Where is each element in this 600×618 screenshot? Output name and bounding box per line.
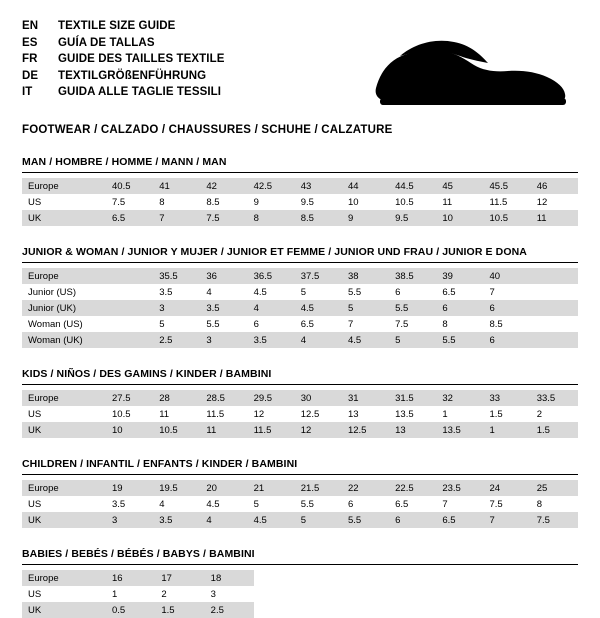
- size-cell: 7: [436, 496, 483, 512]
- size-cell: 21: [248, 480, 295, 496]
- size-cell: 5: [153, 316, 200, 332]
- size-cell: 5: [389, 332, 436, 348]
- size-cell: 40: [484, 268, 531, 284]
- size-cell: 10: [106, 422, 153, 438]
- row-label: Europe: [22, 480, 106, 496]
- size-cell: 5: [295, 284, 342, 300]
- table-row: [22, 480, 578, 496]
- size-cell: 7.5: [484, 496, 531, 512]
- language-title: GUIDE DES TAILLES TEXTILE: [58, 53, 225, 65]
- size-cell: 5.5: [295, 496, 342, 512]
- table-row: [22, 390, 578, 406]
- size-cell: 7.5: [389, 316, 436, 332]
- size-cell: 28.5: [200, 390, 247, 406]
- size-cell: 17: [155, 570, 204, 586]
- row-label: Junior (US): [22, 284, 106, 300]
- language-row: [22, 68, 225, 85]
- size-cell: 3: [153, 300, 200, 316]
- size-cell: 4: [248, 300, 295, 316]
- row-label: Europe: [22, 268, 106, 284]
- size-cell: 7: [484, 284, 531, 300]
- size-cell: 7.5: [531, 512, 578, 528]
- size-cell: 6: [389, 512, 436, 528]
- size-cell: 12.5: [342, 422, 389, 438]
- divider: [22, 474, 578, 475]
- size-cell: 11.5: [200, 406, 247, 422]
- size-cell: 7: [153, 210, 200, 226]
- size-cell: 11: [436, 194, 483, 210]
- size-cell: 8.5: [295, 210, 342, 226]
- divider: [22, 172, 578, 173]
- table-row: [22, 268, 578, 284]
- row-label: Woman (US): [22, 316, 106, 332]
- size-cell: 7.5: [106, 194, 153, 210]
- size-cell: 8: [153, 194, 200, 210]
- size-cell: [531, 332, 578, 348]
- size-cell: 23.5: [436, 480, 483, 496]
- dress-shoe-icon: [370, 32, 570, 110]
- size-cell: 8: [436, 316, 483, 332]
- size-cell: 30: [295, 390, 342, 406]
- size-cell: 1: [436, 406, 483, 422]
- size-cell: 3: [200, 332, 247, 348]
- size-cell: 27.5: [106, 390, 153, 406]
- table-row: [22, 602, 254, 618]
- size-cell: 28: [153, 390, 200, 406]
- size-cell: [531, 268, 578, 284]
- size-cell: 19.5: [153, 480, 200, 496]
- size-cell: 5: [295, 512, 342, 528]
- row-label: UK: [22, 602, 106, 618]
- size-cell: 13: [389, 422, 436, 438]
- size-cell: 3.5: [106, 496, 153, 512]
- size-cell: 36: [200, 268, 247, 284]
- size-cell: 24: [484, 480, 531, 496]
- size-cell: 2: [155, 586, 204, 602]
- size-cell: 11.5: [248, 422, 295, 438]
- table-row: [22, 570, 254, 586]
- size-group: [22, 458, 578, 528]
- size-cell: 9.5: [295, 194, 342, 210]
- size-cell: 3.5: [248, 332, 295, 348]
- size-cell: 4: [200, 512, 247, 528]
- size-cell: 44.5: [389, 178, 436, 194]
- row-label: UK: [22, 512, 106, 528]
- divider: [22, 564, 578, 565]
- size-cell: 6: [484, 332, 531, 348]
- row-label: UK: [22, 422, 106, 438]
- size-cell: 10.5: [484, 210, 531, 226]
- size-cell: 11.5: [484, 194, 531, 210]
- size-cell: 2.5: [205, 602, 254, 618]
- size-cell: 8: [248, 210, 295, 226]
- size-cell: [531, 284, 578, 300]
- size-table: [22, 268, 578, 348]
- size-cell: 22: [342, 480, 389, 496]
- language-row: [22, 51, 225, 68]
- size-cell: [106, 316, 153, 332]
- row-label: US: [22, 406, 106, 422]
- language-code: IT: [22, 86, 33, 98]
- size-cell: 7.5: [200, 210, 247, 226]
- size-cell: 38.5: [389, 268, 436, 284]
- size-cell: 3.5: [153, 512, 200, 528]
- size-group: [22, 156, 578, 226]
- divider: [22, 262, 578, 263]
- size-table: [22, 390, 578, 438]
- size-cell: [106, 268, 153, 284]
- size-cell: 4: [295, 332, 342, 348]
- size-cell: 35.5: [153, 268, 200, 284]
- size-cell: 6.5: [106, 210, 153, 226]
- table-row: [22, 316, 578, 332]
- size-cell: 6.5: [389, 496, 436, 512]
- size-cell: 6.5: [436, 512, 483, 528]
- size-cell: 39: [436, 268, 483, 284]
- size-cell: 40.5: [106, 178, 153, 194]
- size-cell: 42: [200, 178, 247, 194]
- size-cell: 7: [342, 316, 389, 332]
- size-cell: 8: [531, 496, 578, 512]
- size-cell: 13.5: [436, 422, 483, 438]
- row-label: UK: [22, 210, 106, 226]
- size-cell: 12: [295, 422, 342, 438]
- size-cell: 8.5: [484, 316, 531, 332]
- table-row: [22, 178, 578, 194]
- size-cell: 41: [153, 178, 200, 194]
- size-cell: 44: [342, 178, 389, 194]
- size-cell: 3: [106, 512, 153, 528]
- row-label: US: [22, 586, 106, 602]
- size-cell: 37.5: [295, 268, 342, 284]
- size-cell: 10: [342, 194, 389, 210]
- size-cell: 10.5: [389, 194, 436, 210]
- size-cell: 19: [106, 480, 153, 496]
- row-label: US: [22, 496, 106, 512]
- table-row: [22, 332, 578, 348]
- size-cell: 5.5: [389, 300, 436, 316]
- language-row: [22, 84, 225, 101]
- size-cell: 8.5: [200, 194, 247, 210]
- size-cell: 5: [342, 300, 389, 316]
- size-cell: 1: [106, 586, 155, 602]
- size-cell: 11: [153, 406, 200, 422]
- size-cell: 12: [248, 406, 295, 422]
- table-row: [22, 284, 578, 300]
- size-cell: 6: [389, 284, 436, 300]
- size-table: [22, 570, 254, 618]
- size-group: [22, 368, 578, 438]
- size-cell: 33.5: [531, 390, 578, 406]
- size-cell: 2.5: [153, 332, 200, 348]
- size-cell: 4.5: [248, 284, 295, 300]
- size-cell: 4.5: [342, 332, 389, 348]
- language-title: GUIDA ALLE TAGLIE TESSILI: [58, 86, 222, 98]
- table-row: [22, 512, 578, 528]
- size-cell: 9.5: [389, 210, 436, 226]
- size-cell: 12.5: [295, 406, 342, 422]
- size-cell: 5.5: [342, 284, 389, 300]
- size-group-title: JUNIOR & WOMAN / JUNIOR Y MUJER / JUNIOR ET FEMME / JUNIOR UND FRAU / JUNIOR E DONA: [22, 246, 527, 258]
- row-label: US: [22, 194, 106, 210]
- language-title-list: [22, 18, 225, 101]
- row-label: Europe: [22, 570, 106, 586]
- size-cell: 10.5: [106, 406, 153, 422]
- size-cell: 42.5: [248, 178, 295, 194]
- size-cell: 31: [342, 390, 389, 406]
- size-cell: 9: [248, 194, 295, 210]
- language-title: GUÍA DE TALLAS: [58, 36, 155, 49]
- size-cell: 29.5: [248, 390, 295, 406]
- size-cell: 4.5: [248, 512, 295, 528]
- page-header: [22, 18, 578, 110]
- size-cell: 12: [531, 194, 578, 210]
- language-code: FR: [22, 53, 38, 65]
- size-table: [22, 178, 578, 226]
- size-cell: 5.5: [436, 332, 483, 348]
- size-group: [22, 246, 578, 348]
- language-code: ES: [22, 36, 38, 49]
- size-cell: 38: [342, 268, 389, 284]
- size-group-title: KIDS / NIÑOS / DES GAMINS / KINDER / BAMBINI: [22, 368, 272, 380]
- size-cell: 5.5: [200, 316, 247, 332]
- table-row: [22, 422, 578, 438]
- language-title: TEXTILE SIZE GUIDE: [58, 20, 176, 32]
- size-cell: 22.5: [389, 480, 436, 496]
- size-cell: 4.5: [295, 300, 342, 316]
- size-cell: 43: [295, 178, 342, 194]
- language-code: EN: [22, 20, 39, 32]
- size-cell: 1.5: [484, 406, 531, 422]
- row-label: Europe: [22, 390, 106, 406]
- size-cell: [106, 300, 153, 316]
- size-cell: 25: [531, 480, 578, 496]
- size-cell: [106, 284, 153, 300]
- size-cell: 3.5: [200, 300, 247, 316]
- size-cell: 9: [342, 210, 389, 226]
- size-group-title: MAN / HOMBRE / HOMME / MANN / MAN: [22, 156, 227, 168]
- size-cell: [531, 316, 578, 332]
- language-row: [22, 35, 225, 52]
- size-cell: 4: [153, 496, 200, 512]
- size-cell: 36.5: [248, 268, 295, 284]
- size-cell: 10: [436, 210, 483, 226]
- row-label: Europe: [22, 178, 106, 194]
- size-cell: 6: [248, 316, 295, 332]
- language-code: DE: [22, 69, 39, 82]
- row-label: Junior (UK): [22, 300, 106, 316]
- size-cell: 3: [205, 586, 254, 602]
- size-cell: 45: [436, 178, 483, 194]
- size-cell: 3.5: [153, 284, 200, 300]
- size-cell: 33: [484, 390, 531, 406]
- size-group: [22, 548, 578, 618]
- row-label: Woman (UK): [22, 332, 106, 348]
- size-cell: 1.5: [155, 602, 204, 618]
- size-cell: 2: [531, 406, 578, 422]
- size-cell: 18: [205, 570, 254, 586]
- size-cell: 31.5: [389, 390, 436, 406]
- size-group-title: BABIES / BEBÉS / BÉBÉS / BABYS / BAMBINI: [22, 548, 255, 560]
- table-row: [22, 406, 578, 422]
- size-cell: 21.5: [295, 480, 342, 496]
- size-cell: 5: [248, 496, 295, 512]
- size-cell: 11: [531, 210, 578, 226]
- size-cell: 6: [484, 300, 531, 316]
- size-cell: 1.5: [531, 422, 578, 438]
- size-cell: 0.5: [106, 602, 155, 618]
- size-cell: [531, 300, 578, 316]
- size-cell: [106, 332, 153, 348]
- table-row: [22, 300, 578, 316]
- size-cell: 20: [200, 480, 247, 496]
- size-cell: 7: [484, 512, 531, 528]
- size-cell: 6.5: [436, 284, 483, 300]
- size-tables-container: [22, 156, 578, 618]
- size-cell: 6: [342, 496, 389, 512]
- size-cell: 11: [200, 422, 247, 438]
- size-cell: 13: [342, 406, 389, 422]
- size-group-title: CHILDREN / INFANTIL / ENFANTS / KINDER / BAMBINI: [22, 458, 298, 470]
- table-row: [22, 194, 578, 210]
- divider: [22, 384, 578, 385]
- size-cell: 4.5: [200, 496, 247, 512]
- size-cell: 16: [106, 570, 155, 586]
- table-row: [22, 210, 578, 226]
- size-cell: 32: [436, 390, 483, 406]
- size-cell: 6: [436, 300, 483, 316]
- size-cell: 5.5: [342, 512, 389, 528]
- size-cell: 45.5: [484, 178, 531, 194]
- size-cell: 1: [484, 422, 531, 438]
- size-table: [22, 480, 578, 528]
- page-title: FOOTWEAR / CALZADO / CHAUSSURES / SCHUHE / CALZATURE: [22, 124, 393, 136]
- language-row: [22, 18, 225, 35]
- size-cell: 6.5: [295, 316, 342, 332]
- size-cell: 46: [531, 178, 578, 194]
- size-cell: 10.5: [153, 422, 200, 438]
- language-title: TEXTILGRÖßENFÜHRUNG: [58, 69, 207, 82]
- table-row: [22, 496, 578, 512]
- size-cell: 4: [200, 284, 247, 300]
- size-cell: 13.5: [389, 406, 436, 422]
